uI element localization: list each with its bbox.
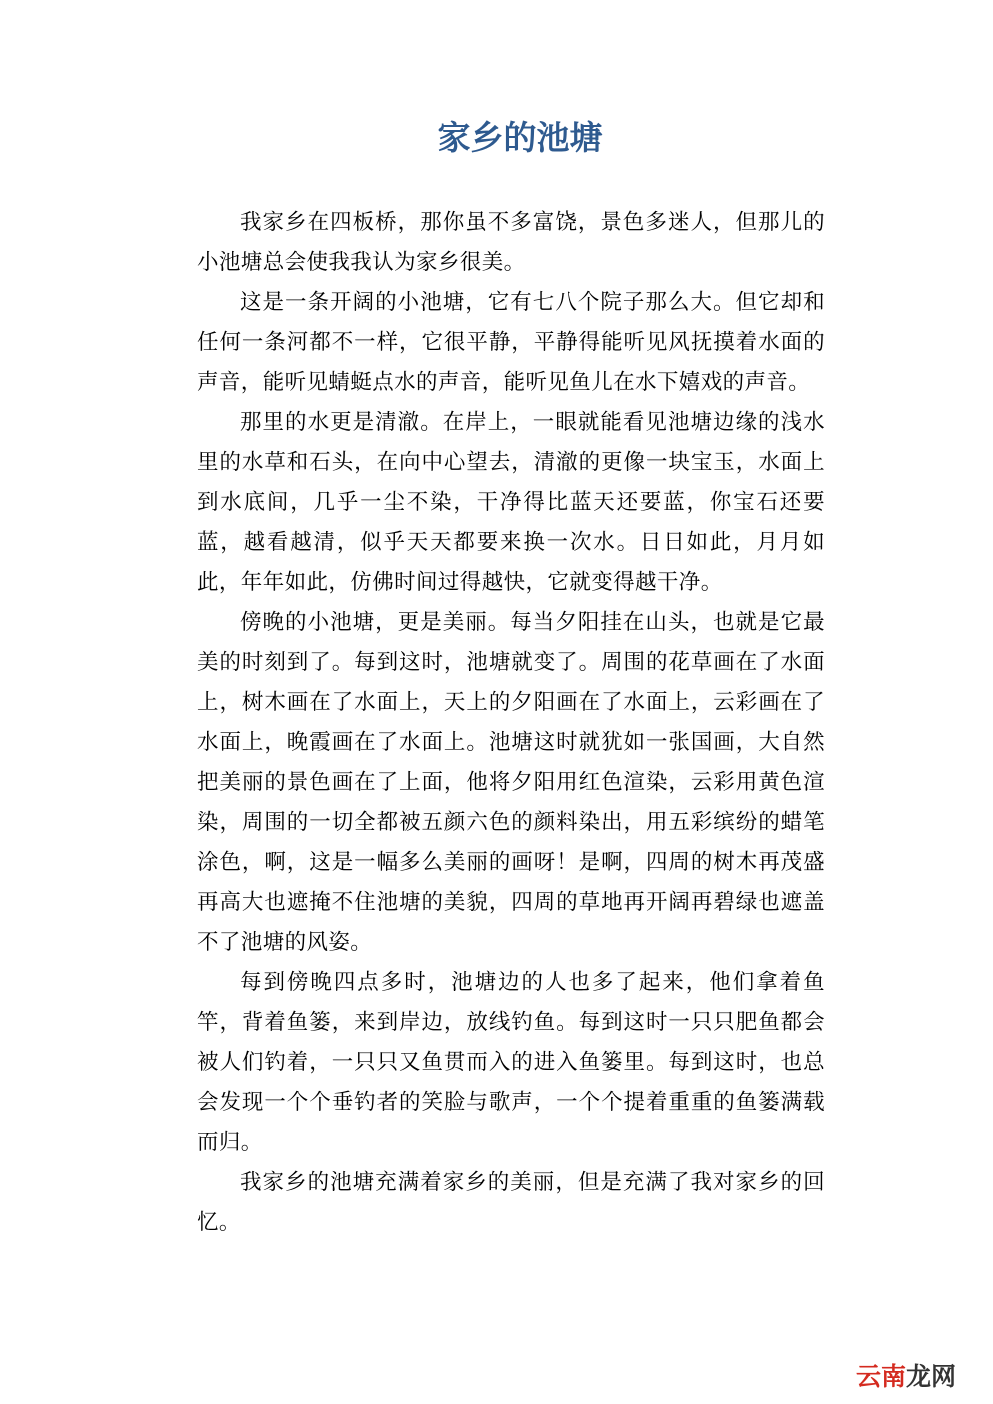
paragraph-2: 这是一条开阔的小池塘，它有七八个院子那么大。但它却和任何一条河都不一样，它很平静，平静得能听见风抚摸着水面的声音，能听见蜻蜓点水的声音，能听见鱼儿在水下嬉戏的声音。 <box>197 290 825 395</box>
watermark-text-red: 云南 <box>856 1362 907 1391</box>
document-title: 家乡的池塘 <box>437 118 603 157</box>
document-body <box>197 203 825 1243</box>
paragraph-1: 我家乡在四板桥，那你虽不多富饶，景色多迷人，但那儿的小池塘总会使我我认为家乡很美。 <box>197 210 825 275</box>
paragraph-6: 我家乡的池塘充满着家乡的美丽，但是充满了我对家乡的回忆。 <box>197 1170 825 1235</box>
paragraph-3: 那里的水更是清澈。在岸上，一眼就能看见池塘边缘的浅水里的水草和石头，在向中心望去，清澈的更像一块宝玉，水面上到水底间，几乎一尘不染，干净得比蓝天还要蓝，你宝石还要蓝，越看越清，似乎天天都要来换一次水。日日如此，月月如此，年年如此，仿佛时间过得越快，它就变得越干净。 <box>197 410 825 595</box>
paragraph-4: 傍晚的小池塘，更是美丽。每当夕阳挂在山头，也就是它最美的时刻到了。每到这时，池塘就变了。周围的花草画在了水面上，树木画在了水面上，天上的夕阳画在了水面上，云彩画在了水面上，晚霞画在了水面上。池塘这时就犹如一张国画，大自然把美丽的景色画在了上面，他将夕阳用红色渲染，云彩用黄色渲染，周围的一切全都被五颜六色的颜料染出，用五彩缤纷的蜡笔涂色，啊，这是一幅多么美丽的画呀！是啊，四周的树木再茂盛再高大也遮掩不住池塘的美貌，四周的草地再开阔再碧绿也遮盖不了池塘的风姿。 <box>197 610 825 955</box>
watermark-text-dark: 龙网 <box>906 1362 957 1391</box>
paragraph-5: 每到傍晚四点多时，池塘边的人也多了起来，他们拿着鱼竿，背着鱼篓，来到岸边，放线钓鱼。每到这时一只只肥鱼都会被人们钓着，一只只又鱼贯而入的进入鱼篓里。每到这时，也总会发现一个个垂钓者的笑脸与歌声，一个个提着重重的鱼篓满载而归。 <box>197 970 825 1155</box>
site-watermark <box>856 1359 964 1395</box>
